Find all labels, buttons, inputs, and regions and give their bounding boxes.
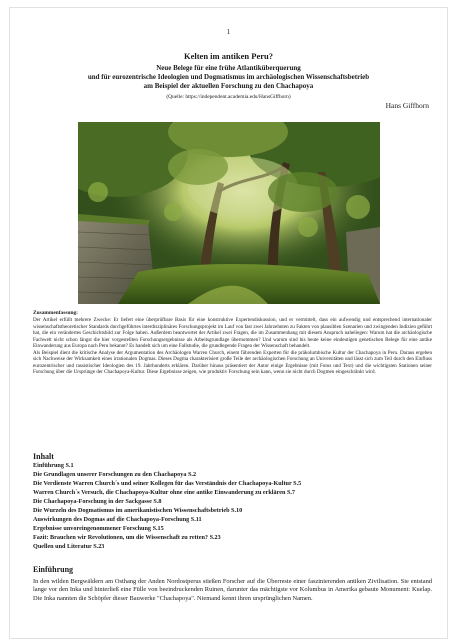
ruins-forest-photo [78,122,380,304]
toc-item[interactable]: Quellen und Literatur S.23 [33,542,105,550]
source-note: (Quelle: https://independent.academia.edu/HansGiffhorn) [166,94,291,100]
summary-heading: Zusammenfassung: [33,310,78,316]
subtitle-line: und für eurozentrische Ideologien und Dogmatismus im archäologischen Wissenschaftsbetrieb [87,73,370,81]
toc-item[interactable]: Die Chachapoya-Forschung in der Sackgasse S.8 [33,497,162,505]
toc-item[interactable]: Auswirkungen des Dogmas auf die Chachapoya-Forschung S.11 [33,515,202,523]
toc-item[interactable]: Fazit: Brauchen wir Revolutionen, um die Wissenschaft zu retten? S.23 [33,533,221,541]
summary-text [33,317,432,376]
subtitle-line: Neue Belege für eine frühe Atlantiküberquerung [156,64,301,72]
document-title: Kelten im antiken Peru? [183,51,273,61]
author-name: Hans Giffhorn [385,101,429,110]
toc-item[interactable]: Die Grundlagen unserer Forschungen zu den Chachapoya S.2 [33,470,197,478]
page-number: 1 [226,28,231,36]
summary-paragraph: Als Beispiel dient die kritische Analyse der Argumentation des Archäologen Warren Church, einem führenden Experten für die präkolumbische Kultur der Chachapoya in Peru. Daraus ergeben sich Nachweise der Wirksamkeit eines irrationalen Dogmas. Dieses Dogma charakterisiert große Teile der archäologischen Forschung an Universitäten und lässt sich zum Teil durch den Einfluss eurozentrischer und rassistischer Ideologien des 19. Jahrhunderts erklären. Darüber hinaus präsentiert der Autor einige Ergebnisse (mit Fotos und Text) und die wichtigsten Stationen seiner Forschung über die Ursprünge der Chachapoya-Kultur. Diese Ergebnisse zeigen, wie produktiv Forschung sein kann, wenn sie nicht durch Dogmen eingeschränkt wird. [33,349,432,375]
toc-item[interactable]: Die Verdienste Warren Church´s und seiner Kollegen für das Verständnis der Chachapoya-Kultur S.5 [33,479,302,487]
document-page [10,8,447,638]
toc-item[interactable]: Ergebnisse unvoreingenommener Forschung S.15 [33,524,164,532]
table-of-contents [33,462,301,552]
subtitle-line: am Beispiel der aktuellen Forschung zu den Chachapoya [143,82,314,90]
introduction-text: In den wilden Bergwäldern am Osthang der Anden Nordostperus stießen Forscher auf die Überreste einer faszinierenden antiken Zivilisation. Sie entstand lange vor den Inka und hinterließ eine Fülle von beeindruckenden Ruinen, darunter das mächtigste vor Kolumbus in Amerika gebaute Monument: Kuelap. Die Inka nannten die Schöpfer dieser Bauwerke "Chachapoya". Niemand kennt ihren ursprünglichen Namen. [33,578,432,602]
document-subtitle [26,64,431,91]
toc-item[interactable]: Einführung S.1 [33,462,74,469]
introduction-heading: Einführung [33,565,74,574]
toc-item[interactable]: Die Wurzeln des Dogmatismus im amerikanistischen Wissenschaftsbetrieb S.10 [33,506,243,514]
toc-item[interactable]: Warren Church´s Versuch, die Chachapoya-Kultur ohne eine antike Einwanderung zu erklären S.7 [33,488,296,496]
toc-heading: Inhalt [33,452,54,461]
summary-paragraph: Der Artikel erfüllt mehrere Zwecke: Er liefert eine überprüfbare Basis für eine konstruktive Expertendiskussion, und er vermittelt, dass ein aufwendig und entsprechend internationaler wissenschaftstheoretischer Standards durchgeführtes interdisziplinäres Forschungsprojekt im Lauf von fast zwei Jahrzehnten zu Fakten von plausiblen Szenarien und zwingenden Indizien geführt hat, die ein verändertes Geschichtsbild zur Folge haben. Außerdem beantwortet der Artikel zwei Fragen, die im Zusammenhang mit diesem Anspruch naheliegen: Warum hat die archäologische Fachwelt nicht schon längst die hier vorgestellten Forschungsergebnisse als Arbeitsgrundlage übernommen? Und warum sind bis heute keine eindeutigen genetischen Belege für eine antike Einwanderung aus Europa nach Peru bekannt? Es handelt sich um eine Fallstudie, die grundlegende Fragen der Wissenschaft behandelt. [33,317,432,349]
